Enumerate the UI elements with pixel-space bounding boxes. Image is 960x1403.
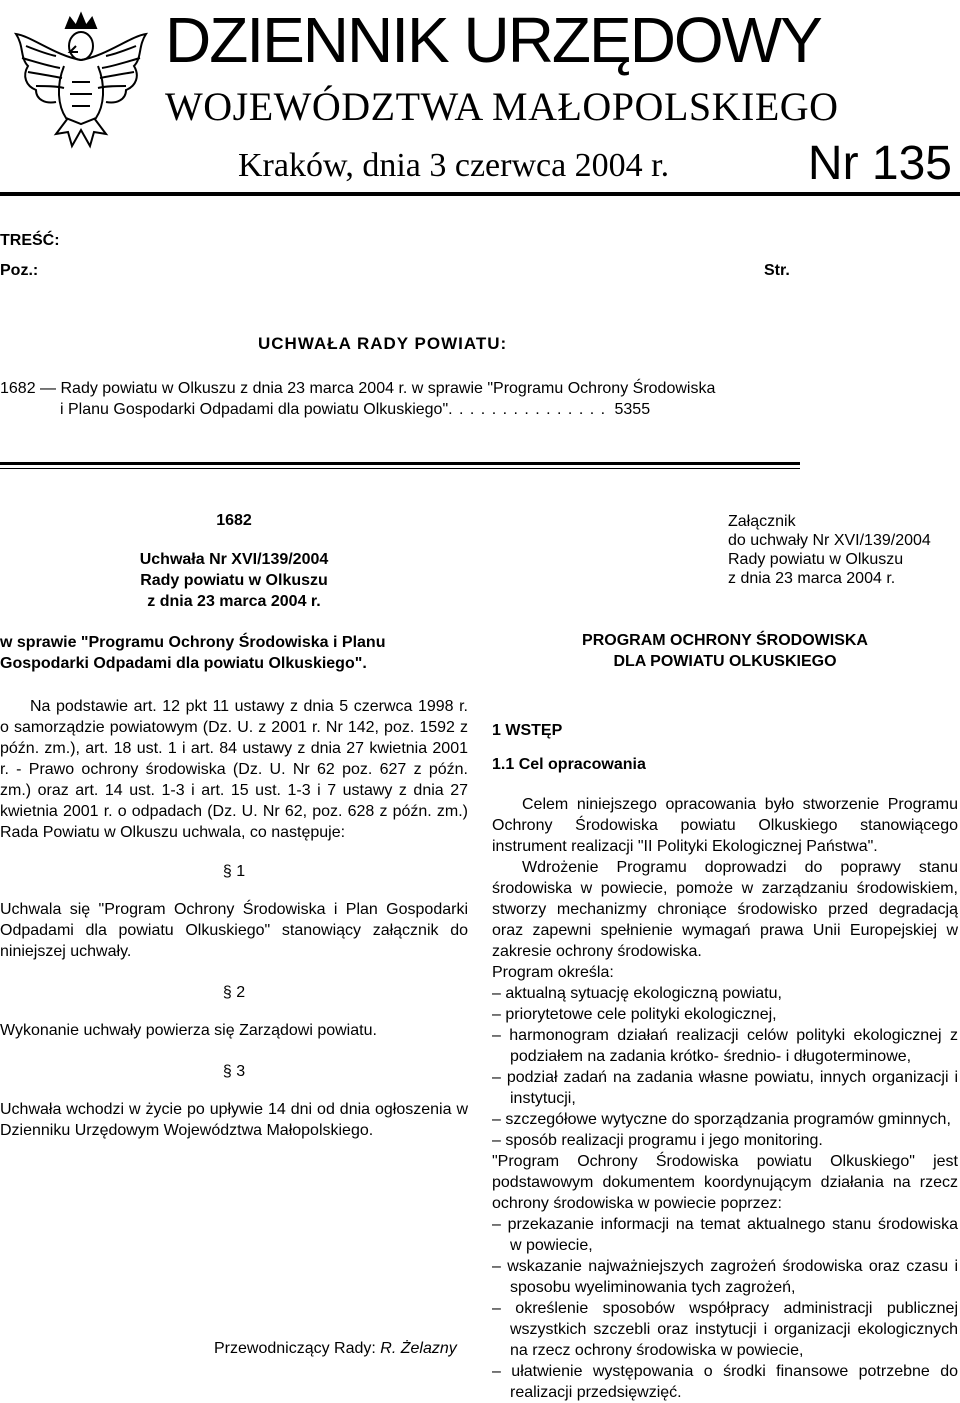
program-para-4: "Program Ochrony Środowiska powiatu Olkuskiego" jest podstawowym dokumentem koordynującym działania na rzecz ochrony środowiska w powiecie poprzez: xyxy=(492,1153,958,1212)
toc-rule-2 xyxy=(0,468,800,469)
resolution-subject: w sprawie "Programu Ochrony Środowiska i Planu Gospodarki Odpadami dla powiatu Olkuskiego". xyxy=(0,634,386,672)
paragraph-2-heading: § 2 xyxy=(222,984,246,1001)
signature-label: Przewodniczący Rady: xyxy=(214,1340,376,1357)
annex-line-3: Rady powiatu w Olkuszu xyxy=(728,551,904,568)
toc-entry-dots: . . . . . . . . . . . . . . . xyxy=(448,401,607,418)
issue-number: Nr 135 xyxy=(807,137,952,190)
list-item: – harmonogram działań realizacji celów polityki ekologicznej z podziałem na zadania krótko- średnio- i długoterminowe, xyxy=(492,1027,958,1065)
paragraph-2-text: Wykonanie uchwały powierza się Zarządowi powiatu. xyxy=(0,1022,377,1039)
paragraph-1-text: Uchwala się "Program Ochrony Środowiska i Plan Gospodarki Odpadami dla powiatu Olkuskiego" stanowiący załącznik do niniejszej uchwały. xyxy=(0,901,468,960)
toc-entry xyxy=(0,378,820,420)
issue-place-date: Kraków, dnia 3 czerwca 2004 r. xyxy=(238,147,670,184)
program-para-1: Celem niniejszego opracowania było stworzenie Programu Ochrony Środowiska powiatu Olkuskiego stanowiącego instrument realizacji "II Polityki Ekologicznej Państwa". xyxy=(492,796,958,855)
resolution-title-2: Rady powiatu w Olkuszu xyxy=(140,572,328,589)
list-item: – podział zadań na zadania własne powiatu, innych organizacji i instytucji, xyxy=(492,1069,958,1107)
resolution-preamble: Na podstawie art. 12 pkt 11 ustawy z dnia 5 czerwca 1998 r. o samorządzie powiatowym (Dz. U. z 2001 r. Nr 142, poz. 1592 z późn. zm.), art. 18 ust. 1 i art. 84 ustawy z dnia 27 kwietnia 2001 r. - Prawo ochrony środowiska (Dz. U. Nr 62 poz. 627 z późn. zm.) oraz art. 14 ust. 1-3 i art. 15 ust. 1-3 i 7 ustawy z dnia 27 kwietnia 2001 r. o odpadach (Dz. U. Nr 62, poz. 628 z późn. zm.) Rada Powiatu w Olkuszu uchwala, co następuje: xyxy=(0,698,468,841)
section-1-1-heading: 1.1 Cel opracowania xyxy=(492,756,646,773)
signature xyxy=(214,1340,457,1358)
list-item: – szczegółowe wytyczne do sporządzania programów gminnych, xyxy=(492,1111,951,1128)
journal-title: DZIENNIK URZĘDOWY xyxy=(165,4,821,76)
program-column xyxy=(492,630,958,1403)
paragraph-3-text: Uchwała wchodzi w życie po upływie 14 dni od dnia ogłoszenia w Dzienniku Urzędowym Województwa Małopolskiego. xyxy=(0,1101,468,1139)
resolution-column xyxy=(0,510,468,1141)
annex-line-2: do uchwały Nr XVI/139/2004 xyxy=(728,532,931,549)
toc-heading: TREŚĆ: xyxy=(0,232,60,249)
paragraph-1-heading: § 1 xyxy=(222,863,246,880)
program-title-2: DLA POWIATU OLKUSKIEGO xyxy=(613,653,837,670)
journal-subtitle: WOJEWÓDZTWA MAŁOPOLSKIEGO xyxy=(165,84,839,129)
list-item: – przekazanie informacji na temat aktualnego stanu środowiska w powiecie, xyxy=(492,1216,958,1254)
paragraph-3-heading: § 3 xyxy=(222,1063,246,1080)
resolution-title-3: z dnia 23 marca 2004 r. xyxy=(147,593,321,610)
signature-name: R. Żelazny xyxy=(380,1340,457,1357)
program-para-2: Wdrożenie Programu doprowadzi do poprawy stanu środowiska w powiecie, pomoże w zarządzaniu środowiskiem, stworzy mechanizmy chroniące środowisko przed degradacją oraz zapewni spełnienie wymagań prawa Unii Europejskiej w zakresie ochrony środowiska. xyxy=(492,859,958,960)
list-item: – priorytetowe cele polityki ekologicznej, xyxy=(492,1006,777,1023)
toc-section-heading: UCHWAŁA RADY POWIATU: xyxy=(258,334,508,353)
toc-entry-line1: 1682 — Rady powiatu w Olkuszu z dnia 23 marca 2004 r. w sprawie "Programu Ochrony Środowiska xyxy=(0,380,716,397)
annex-line-1: Załącznik xyxy=(728,513,796,530)
resolution-title-1: Uchwała Nr XVI/139/2004 xyxy=(139,551,329,568)
eagle-emblem-icon xyxy=(6,6,156,156)
list-item: – sposób realizacji programu i jego monitoring. xyxy=(492,1132,823,1149)
list-item: – ułatwienie występowania o środki finansowe potrzebne do realizacji przedsięwzięć. xyxy=(492,1363,958,1401)
program-scope-list xyxy=(492,983,958,1151)
program-title-1: PROGRAM OCHRONY ŚRODOWISKA xyxy=(582,632,868,649)
list-item: – wskazanie najważniejszych zagrożeń środowiska oraz czasu i sposobu wyeliminowania tych zagrożeń, xyxy=(492,1258,958,1296)
toc-entry-page: 5355 xyxy=(614,401,651,418)
section-1-heading: 1 WSTĘP xyxy=(492,722,563,739)
toc-entry-title: i Planu Gospodarki Odpadami dla powiatu Olkuskiego" xyxy=(60,401,449,418)
program-para-3: Program określa: xyxy=(492,964,614,981)
toc-entry-line2 xyxy=(0,399,820,420)
list-item: – aktualną sytuację ekologiczną powiatu, xyxy=(492,985,782,1002)
annex-line-4: z dnia 23 marca 2004 r. xyxy=(728,570,896,587)
header-rule xyxy=(0,192,960,196)
program-coordination-list xyxy=(492,1214,958,1403)
resolution-number: 1682 xyxy=(216,512,252,529)
toc-poz-label: Poz.: xyxy=(0,262,39,279)
annex-header xyxy=(728,512,931,588)
toc-rule-1 xyxy=(0,462,800,465)
list-item: – określenie sposobów współpracy administracji publicznej wszystkich szczebli oraz instytucji i organizacji ekologicznych na rzecz ochrony środowiska w powiecie, xyxy=(492,1300,958,1359)
toc-str-label: Str. xyxy=(764,262,790,279)
